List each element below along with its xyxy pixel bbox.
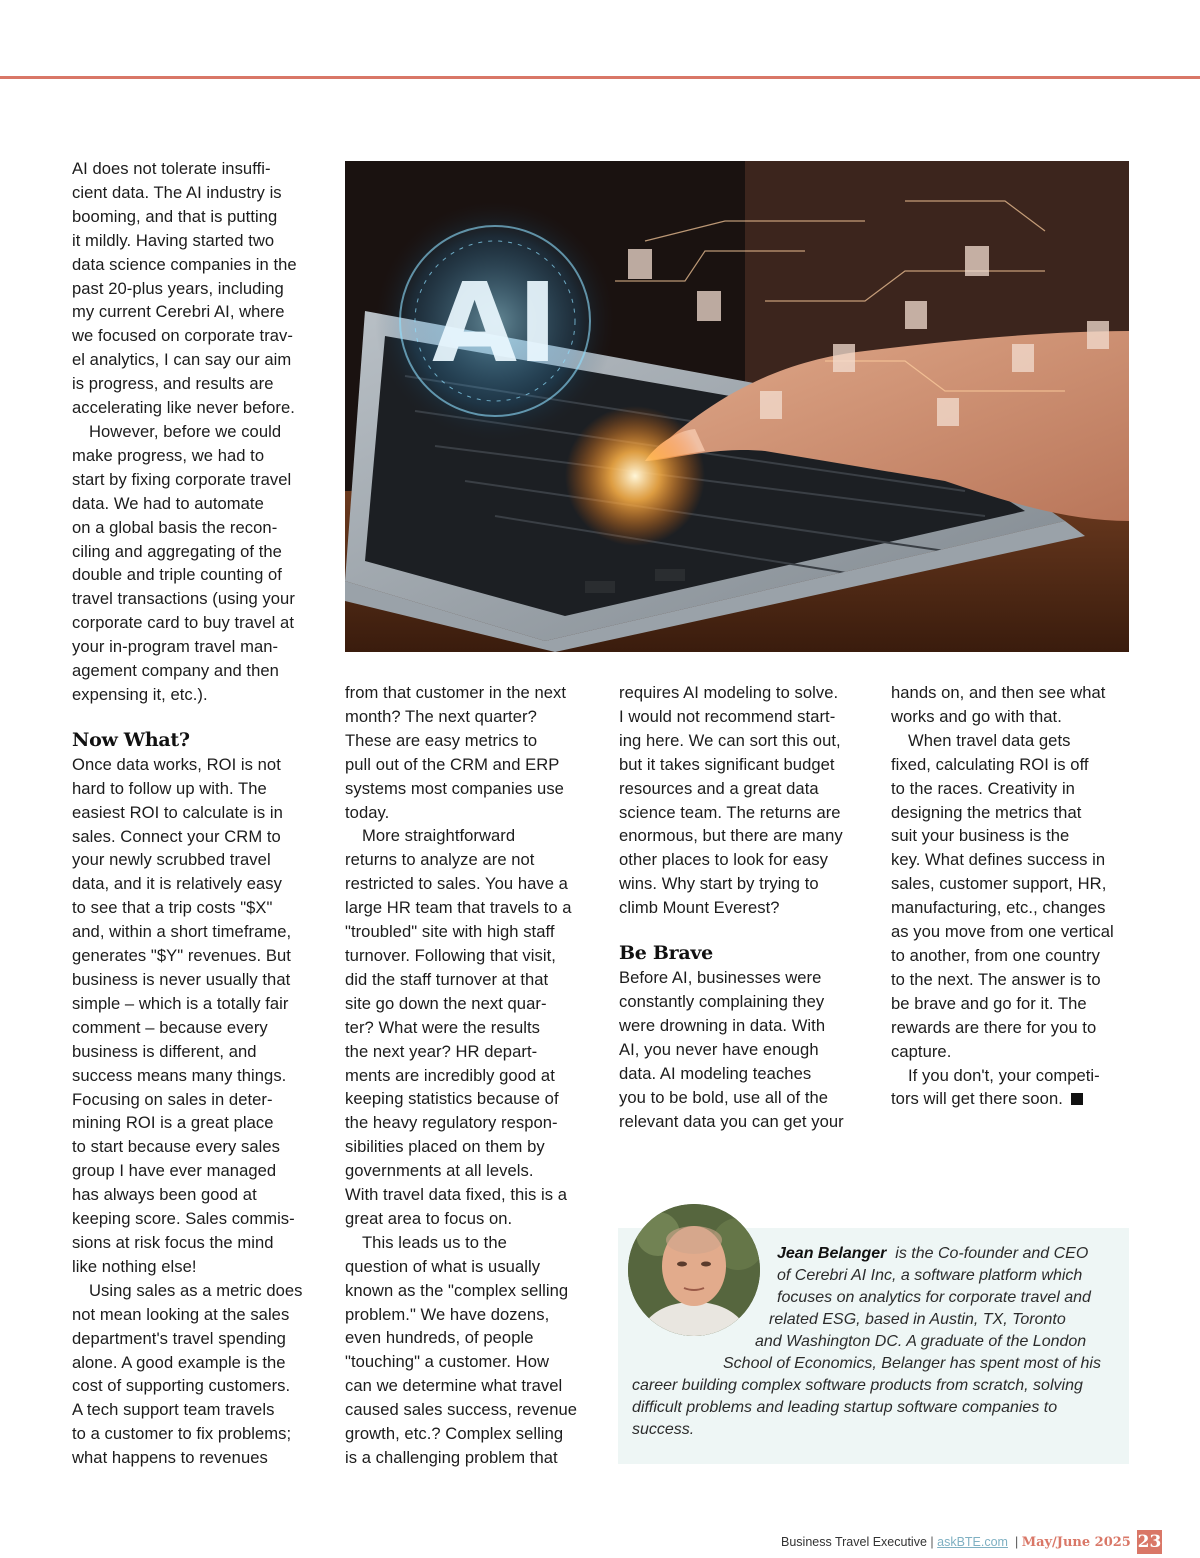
paragraph: Using sales as a metric does not mean looking at the sales department's travel spending alone. A good example is the cost of supporting customers. A tech support team travels to a customer to fix problems; what happens to revenues <box>72 1280 303 1468</box>
top-rule <box>0 76 1200 79</box>
section-heading-be-brave: Be Brave <box>619 942 713 965</box>
paragraph: However, before we could make progress, we had to start by fixing corporate travel data. We had to automate on a global basis the recon- ciling and aggregating of the double and triple counting of travel transactions (using your corporate card to buy travel at your in-program travel man- agement company and then expensing it, etc.). <box>72 421 295 704</box>
ai-logo-text: AI <box>431 259 559 387</box>
author-photo <box>628 1204 760 1336</box>
bio-line: and Washington DC. A graduate of the London <box>755 1333 1087 1350</box>
section-heading-now-what: Now What? <box>72 728 190 751</box>
paragraph: requires AI modeling to solve. I would not recommend start- ing here. We can sort this out, but it takes significant budget resources and a great data science team. The returns are enormous, but there are many other places to look for easy wins. Why start by trying to climb Mount Everest? <box>619 683 843 918</box>
bio-line: career building complex software products from scratch, solving <box>632 1377 1083 1394</box>
footer-divider: | <box>930 1535 934 1549</box>
paragraph: from that customer in the next month? The next quarter? These are easy metrics to pull out of the CRM and ERP systems most companies use today. <box>345 683 567 822</box>
bio-line: of Cerebri AI Inc, a software platform which <box>777 1267 1083 1284</box>
paragraph: AI does not tolerate insuffi- cient data. The AI industry is booming, and that is putting it mildly. Having started two data science companies in the past 20-plus years, including my current Cerebri AI, where we focused on corporate trav- el analytics, I can say our aim is progress, and results are accelerating like never before. <box>72 159 297 418</box>
paragraph: When travel data gets fixed, calculating ROI is off to the races. Creativity in designing the metrics that suit your business is the key. What defines success in sales, customer support, HR, manufacturing, etc., changes as you move from one vertical to another, from one country to the next. The answer is to be brave and go for it. The rewards are there for you to capture. <box>891 730 1114 1061</box>
end-mark-icon <box>1071 1093 1083 1105</box>
author-name: Jean Belanger <box>777 1245 887 1262</box>
paragraph-final <box>891 1064 1137 1112</box>
bio-line <box>777 1243 1088 1265</box>
ai-laptop-illustration <box>345 161 1129 652</box>
bio-line: success. <box>632 1421 695 1438</box>
paragraph: Before AI, businesses were constantly complaining they were drowning in data. With AI, you never have enough data. AI modeling teaches you to be bold, use all of the relevant data you can get your <box>619 968 844 1131</box>
footer-divider: | <box>1011 1535 1019 1549</box>
paragraph: Once data works, ROI is not hard to follow up with. The easiest ROI to calculate is in sales. Connect your CRM to your newly scrubbed travel data, and it is relatively easy to see that a trip costs "$X" and, within a short timeframe, generates "$Y" revenues. But business is never usually that simple – which is a totally fair comment – because every business is different, and success means many things. Focusing on sales in deter- mining ROI is a great place to start because every sales group I have ever managed has always been good at keeping score. Sales commis- sions at risk focus the mind like nothing else! <box>72 754 295 1276</box>
site-link[interactable]: askBTE.com <box>937 1535 1008 1549</box>
paragraph: hands on, and then see what works and go with that. <box>891 683 1106 726</box>
issue-date: May/June 2025 <box>1021 1535 1131 1550</box>
page-number: 23 <box>1137 1532 1162 1552</box>
bio-line: related ESG, based in Austin, TX, Toronto <box>769 1311 1066 1328</box>
bio-line: School of Economics, Belanger has spent most of his <box>723 1355 1101 1372</box>
paragraph: This leads us to the question of what is usually known as the "complex selling problem." We have dozens, even hundreds, of people "touching" a customer. How can we determine what travel caused sales success, revenue growth, etc.? Complex selling is a challenging problem that <box>345 1232 578 1467</box>
author-portrait-icon <box>628 1204 760 1336</box>
bio-line: focuses on analytics for corporate travel and <box>777 1289 1091 1306</box>
article-column-3 <box>619 681 865 1133</box>
hero-image <box>345 161 1129 652</box>
final-text: If you don't, your competi- tors will get there soon. <box>891 1065 1100 1109</box>
article-column-4 <box>891 681 1137 1111</box>
footer <box>781 1533 1131 1555</box>
publication-name: Business Travel Executive <box>781 1535 927 1549</box>
article-column-1 <box>72 157 318 1470</box>
bio-line: difficult problems and leading startup software companies to <box>632 1399 1058 1416</box>
paragraph: More straightforward returns to analyze are not restricted to sales. You have a large HR team that travels to a "troubled" site with high staff turnover. Following that visit, did the staff turnover at that site go down the next quar- ter? What were the results the next year? HR depart- ments are incredibly good at keeping statistics because of the heavy regulatory respon- sibilities placed on them by governments at all levels. With travel data fixed, this is a great area to focus on. <box>345 826 572 1228</box>
article-column-2 <box>345 681 591 1470</box>
bio-line-text: is the Co-founder and CEO <box>895 1245 1089 1262</box>
